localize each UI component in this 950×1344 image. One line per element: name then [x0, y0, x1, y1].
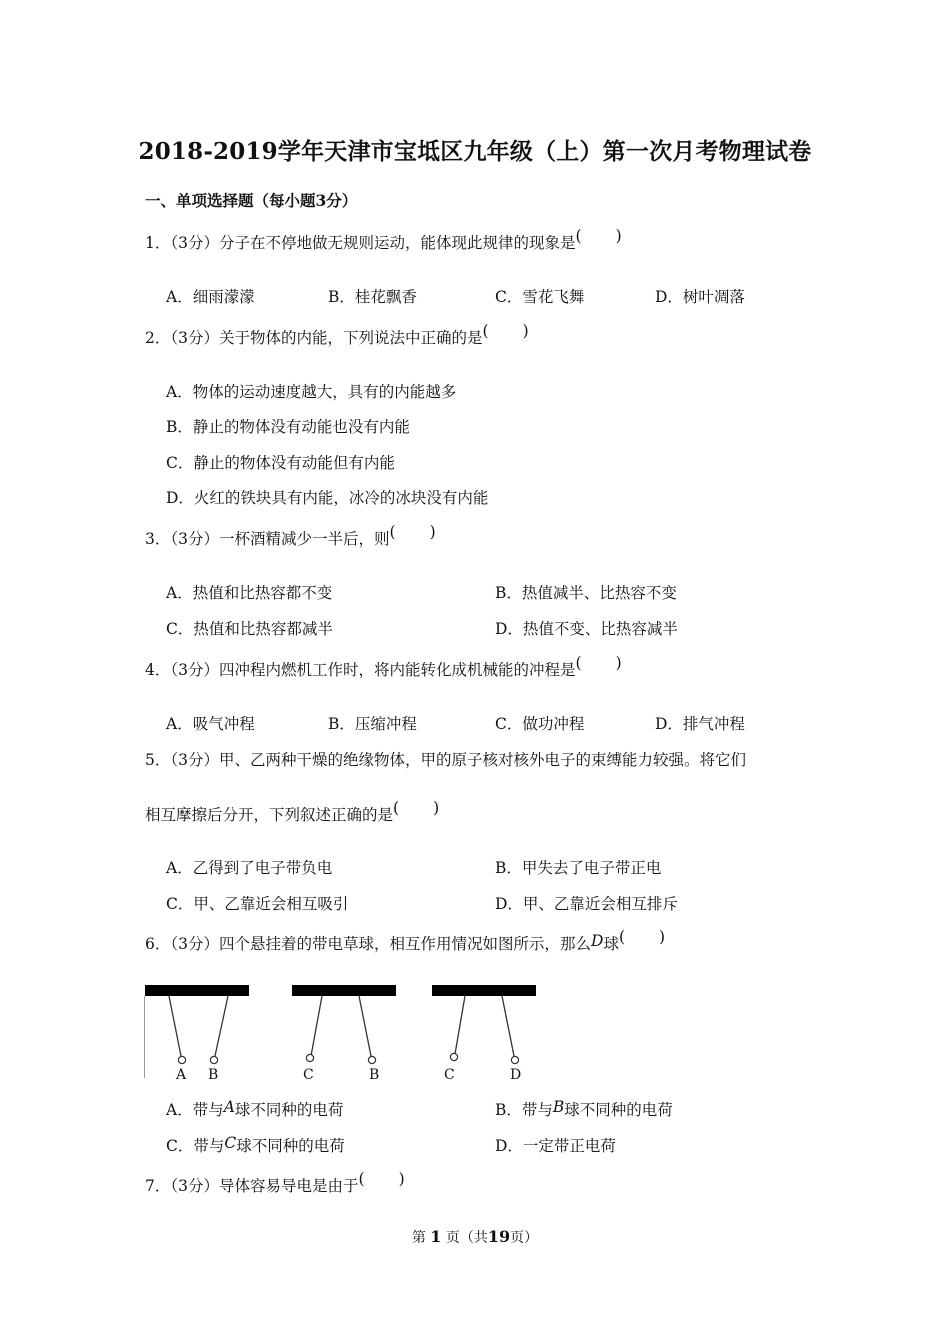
label-c: C: [303, 1067, 314, 1083]
question-5-continued: 相互摩擦后分开，下列叙述正确的是( ): [145, 799, 440, 824]
label-a: A: [176, 1067, 187, 1083]
question-3: 3．（3分）一杯酒精减少一半后，则( ): [145, 523, 436, 548]
answer-blank: ( ): [575, 654, 622, 672]
option: A．细雨濛濛: [166, 288, 255, 306]
option: C．热值和比热容都减半: [166, 620, 333, 638]
option: D．火红的铁块具有内能，冰冷的冰块没有内能: [166, 489, 489, 507]
option: C．雪花飞舞: [495, 288, 585, 306]
answer-blank: ( ): [358, 1170, 405, 1188]
page-title: 2018-2019学年天津市宝坻区九年级（上）第一次月考物理试卷: [138, 138, 812, 165]
answer-blank: ( ): [389, 523, 436, 541]
page-footer: 第 1 页（共19页）: [411, 1227, 539, 1246]
support-bar: [432, 985, 536, 996]
question-6: 6．（3分）四个悬挂着的带电草球，相互作用情况如图所示，那么D球( ): [145, 928, 666, 953]
option: C．带与C球不同种的电荷: [166, 1134, 345, 1155]
ball-d: [511, 1056, 518, 1063]
question-5: 5．（3分）甲、乙两种干燥的绝缘物体，甲的原子核对核外电子的束缚能力较强。将它们: [145, 751, 747, 769]
ball-a: [178, 1056, 185, 1063]
label-d: D: [510, 1067, 522, 1083]
option: D．一定带正电荷: [495, 1137, 616, 1155]
support-bar: [145, 985, 249, 996]
thread: [215, 996, 228, 1056]
answer-blank: ( ): [575, 227, 622, 245]
thread: [169, 996, 181, 1056]
option: C．静止的物体没有动能但有内能: [166, 454, 395, 472]
option: C．甲、乙靠近会相互吸引: [166, 895, 349, 913]
page-number: 1: [430, 1227, 442, 1246]
charged-balls-figure: [140, 978, 550, 1086]
option: A．吸气冲程: [166, 715, 255, 733]
ball-b: [210, 1056, 217, 1063]
label-c: C: [444, 1067, 455, 1083]
question-7: 7．（3分）导体容易导电是由于( ): [145, 1170, 405, 1195]
thread: [455, 996, 465, 1054]
option: D．排气冲程: [655, 715, 745, 733]
question-2: 2．（3分）关于物体的内能，下列说法中正确的是( ): [145, 322, 529, 347]
thread: [311, 996, 322, 1056]
answer-blank: ( ): [482, 322, 529, 340]
option: C．做功冲程: [495, 715, 585, 733]
option: B．带与B球不同种的电荷: [495, 1098, 673, 1119]
option: B．热值减半、比热容不变: [495, 584, 677, 602]
total-pages: 19: [487, 1227, 511, 1246]
support-bar: [292, 985, 396, 996]
answer-blank: ( ): [618, 928, 666, 946]
option: D．甲、乙靠近会相互排斥: [495, 895, 678, 913]
ball-c: [450, 1053, 457, 1060]
question-4: 4．（3分）四冲程内燃机工作时，将内能转化成机械能的冲程是( ): [145, 654, 622, 679]
ball-b: [368, 1056, 375, 1063]
option: B．桂花飘香: [328, 288, 417, 306]
option: A．热值和比热容都不变: [166, 584, 333, 602]
ball-c: [306, 1054, 313, 1061]
option: B．压缩冲程: [328, 715, 417, 733]
question-1: 1．（3分）分子在不停地做无规则运动，能体现此规律的现象是( ): [145, 227, 622, 252]
label-b: B: [369, 1067, 380, 1083]
option: A．物体的运动速度越大，具有的内能越多: [166, 383, 457, 401]
option: B．甲失去了电子带正电: [495, 859, 662, 877]
option: A．乙得到了电子带负电: [166, 859, 333, 877]
answer-blank: ( ): [393, 799, 440, 817]
label-b: B: [208, 1067, 219, 1083]
thread: [359, 996, 371, 1056]
thread: [502, 996, 514, 1056]
section-heading: 一、单项选择题（每小题3分）: [145, 191, 358, 210]
option: A．带与A球不同种的电荷: [166, 1098, 344, 1119]
option: B．静止的物体没有动能也没有内能: [166, 418, 410, 436]
option: D．树叶凋落: [655, 288, 745, 306]
option: D．热值不变、比热容减半: [495, 620, 678, 638]
